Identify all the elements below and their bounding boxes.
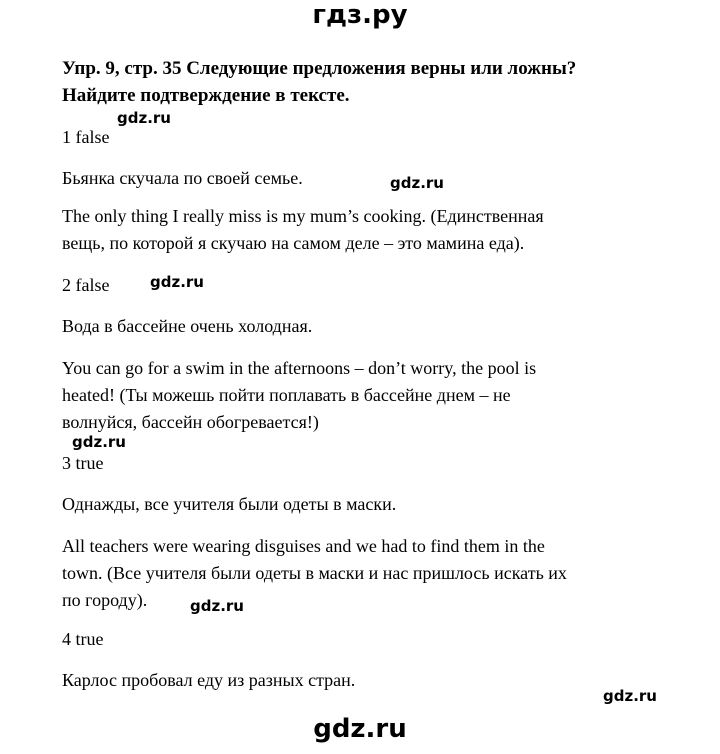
- evidence-3-line-2: town. (Все учителя были одеты в маски и нас пришлось искать их: [62, 563, 567, 583]
- statement-4: Карлос пробовал еду из разных стран.: [62, 670, 356, 690]
- watermark-gdz: gdz.ru: [150, 273, 204, 291]
- evidence-2-line-3: волнуйся, бассейн обогревается!): [62, 412, 319, 432]
- statement-2: Вода в бассейне очень холодная.: [62, 316, 313, 336]
- statement-3: Однажды, все учителя были одеты в маски.: [62, 494, 397, 514]
- exercise-title-line-2: Найдите подтверждение в тексте.: [62, 85, 350, 106]
- evidence-3-line-3: по городу).: [62, 590, 148, 610]
- watermark-gdz: gdz.ru: [117, 109, 171, 127]
- answer-3: 3 true: [62, 453, 104, 473]
- statement-1: Бьянка скучала по своей семье.: [62, 168, 303, 188]
- answer-2: 2 false: [62, 275, 110, 295]
- watermark-gdz: gdz.ru: [603, 687, 657, 705]
- site-footer-logo: gdz.ru: [313, 714, 407, 744]
- evidence-3-line-1: All teachers were wearing disguises and we had to find them in the: [62, 536, 545, 556]
- evidence-2-line-1: You can go for a swim in the afternoons – don’t worry, the pool is: [62, 358, 537, 378]
- watermark-gdz: gdz.ru: [190, 597, 244, 615]
- site-header-logo: гдз.ру: [312, 0, 408, 30]
- answer-1: 1 false: [62, 127, 110, 147]
- exercise-title-line-1: Упр. 9, стр. 35 Следующие предложения верны или ложны?: [62, 58, 577, 79]
- answer-4: 4 true: [62, 629, 104, 649]
- exercise-title: [62, 55, 662, 109]
- evidence-2-line-2: heated! (Ты можешь пойти поплавать в бассейне днем – не: [62, 385, 511, 405]
- evidence-1-line-1: The only thing I really miss is my mum’s cooking. (Единственная: [62, 206, 544, 226]
- watermark-gdz: gdz.ru: [390, 174, 444, 192]
- evidence-1-line-2: вещь, по которой я скучаю на самом деле – это мамина еда).: [62, 233, 525, 253]
- watermark-gdz: gdz.ru: [72, 433, 126, 451]
